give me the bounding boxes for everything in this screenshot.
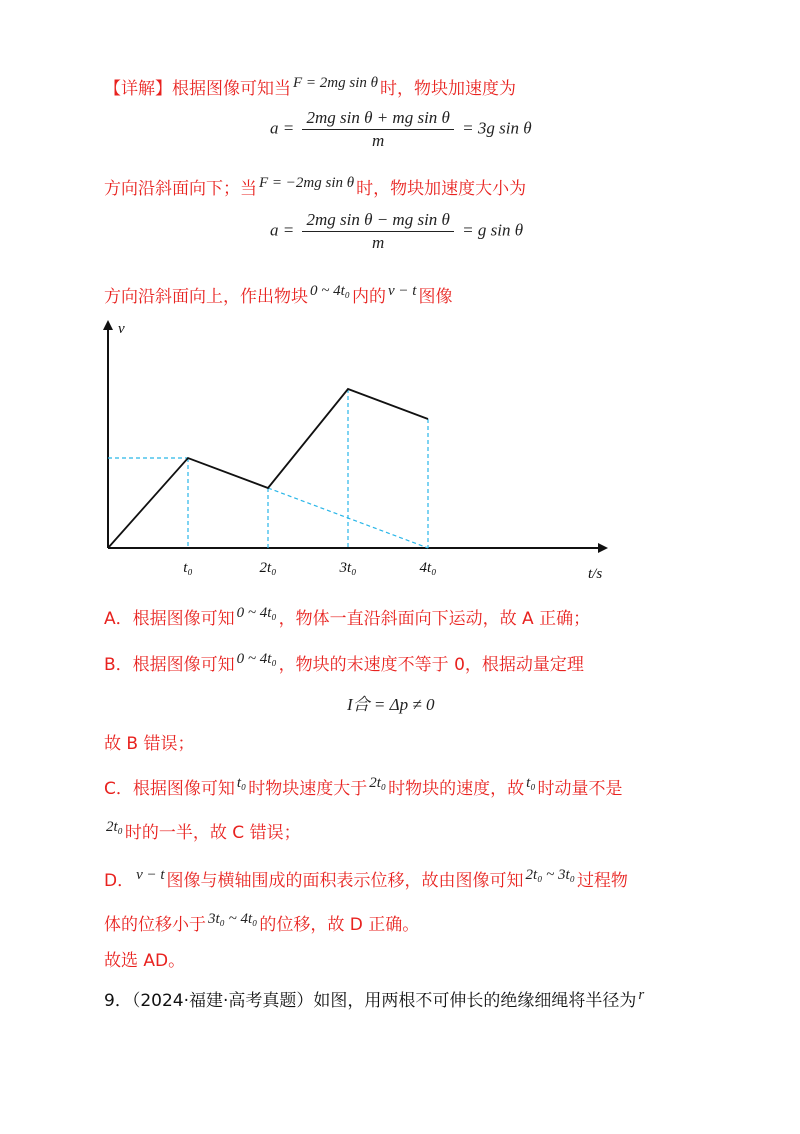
question-text: （2024·福建·高考真题）如图，用两根不可伸长的绝缘细绳将半径为 <box>131 991 637 1011</box>
detail-line2-pre: 方向沿斜面向下；当 <box>104 179 257 199</box>
option-c <box>104 775 623 801</box>
detail-line2-eq: F = −2mg sin θ <box>259 175 355 191</box>
detail-line1-eq: F = 2mg sin θ <box>293 75 378 91</box>
option-c-label: C． <box>104 779 133 799</box>
velocity-curve <box>108 389 428 548</box>
formula-acceleration-up <box>270 210 523 253</box>
formula1-lhs: a = <box>270 118 295 138</box>
option-d-pre: 图像与横轴围成的面积表示位移，故由图像可知 <box>166 871 524 891</box>
formula1-fraction <box>302 108 453 151</box>
formula2-lhs: a = <box>270 220 295 240</box>
option-c-2t0: 2t₀ <box>369 775 387 791</box>
option-d2-pre: 体的位移小于 <box>104 915 206 935</box>
detail-tag: 【详解】 <box>104 79 172 99</box>
option-a-post: ，物体一直沿斜面向下运动，故 A 正确； <box>278 609 591 629</box>
detail-line2-post: 时，物块加速度大小为 <box>356 179 527 199</box>
option-d-post: 过程物 <box>576 871 628 891</box>
x-tick-label-4: 4t₀ <box>419 560 437 576</box>
option-a-range: 0 ~ 4t₀ <box>236 605 277 621</box>
detail-line3-pre: 方向沿斜面向上，作出物块 <box>104 287 308 307</box>
detail-line3-post: 图像 <box>418 287 453 307</box>
x-tick-label-3: 3t₀ <box>339 560 357 576</box>
question-number: 9． <box>104 991 132 1011</box>
x-tick-label-1: t₀ <box>183 560 193 576</box>
formula1-denominator: m <box>372 131 385 150</box>
option-c-line-2 <box>104 819 301 845</box>
answer: 故选 AD。 <box>104 951 186 971</box>
guide-lines <box>108 389 428 548</box>
option-b-conclusion: 故 B 错误； <box>104 734 195 754</box>
option-d <box>104 867 628 893</box>
option-d2-post: 的位移，故 D 正确。 <box>259 915 420 935</box>
option-b-range: 0 ~ 4t₀ <box>236 651 277 667</box>
option-d2-range: 3t₀ ~ 4t₀ <box>208 911 258 927</box>
formula2-denominator: m <box>372 233 385 252</box>
option-a-pre: 根据图像可知 <box>132 609 235 629</box>
x-axis-label: t/s <box>588 566 603 582</box>
option-c-pre: 根据图像可知 <box>132 779 235 799</box>
option-b-label: B． <box>104 655 133 675</box>
option-d-vt: v − t <box>136 867 165 883</box>
option-d-line-2 <box>104 911 420 937</box>
option-c-mid2: 时物块的速度，故 <box>388 779 525 799</box>
x-tick-label-2: 2t₀ <box>259 560 277 576</box>
formula-acceleration-down <box>270 108 532 151</box>
option-c-mid: 时物块速度大于 <box>248 779 368 799</box>
formula1-rhs: = 3g sin θ <box>462 118 532 138</box>
formula2-rhs: = g sin θ <box>462 220 524 240</box>
question-9 <box>104 987 646 1013</box>
option-c2-2t0: 2t₀ <box>106 819 123 835</box>
formula2-numerator: 2mg sin θ − mg sin θ <box>302 210 453 232</box>
option-b-pre: 根据图像可知 <box>132 655 235 675</box>
detail-line1-pre: 根据图像可知当 <box>172 79 291 99</box>
x-tick-labels <box>183 560 436 576</box>
option-c2-post: 时的一半，故 C 错误； <box>124 823 301 843</box>
detail-line-1 <box>104 75 516 101</box>
option-c-t0: t₀ <box>236 775 247 791</box>
guide-extension <box>268 488 428 548</box>
question-tail: r <box>638 987 645 1003</box>
detail-line1-post: 时，物块加速度为 <box>380 79 516 99</box>
momentum-theorem-formula: I合 = Δp ≠ 0 <box>347 695 435 714</box>
y-axis-label: v <box>118 321 125 337</box>
velocity-line <box>108 389 428 548</box>
detail-line3-range: 0 ~ 4t₀ <box>310 283 350 299</box>
detail-line-3 <box>104 283 453 309</box>
formula1-numerator: 2mg sin θ + mg sin θ <box>302 108 453 130</box>
option-d-label: D． <box>104 871 135 891</box>
option-a-label: A． <box>104 609 133 629</box>
option-c-t0b: t₀ <box>526 775 536 791</box>
option-b-post: ，物块的末速度不等于 0，根据动量定理 <box>278 655 584 675</box>
detail-line3-mid: 内的 <box>352 287 386 307</box>
option-d-range1: 2t₀ ~ 3t₀ <box>525 867 575 883</box>
formula2-fraction <box>302 210 453 253</box>
detail-line-2 <box>104 175 527 201</box>
option-a <box>104 605 591 631</box>
detail-line3-vt: v − t <box>388 283 417 299</box>
option-b <box>104 651 584 677</box>
option-c-post: 时动量不是 <box>537 779 623 799</box>
